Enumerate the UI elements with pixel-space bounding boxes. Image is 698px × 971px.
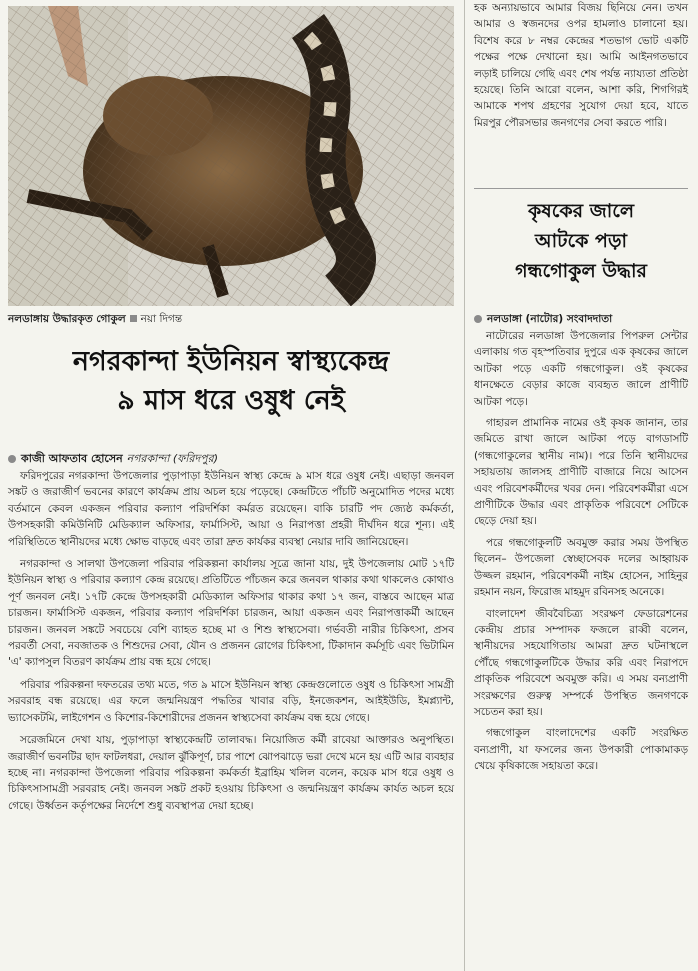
civet-photo: [8, 6, 454, 306]
caption-source: নয়া দিগন্ত: [140, 313, 183, 325]
main-headline-line1: নগরকান্দা ইউনিয়ন স্বাস্থ্যকেন্দ্র: [72, 346, 390, 377]
caption-text: নলডাঙ্গায় উদ্ধারকৃত গোকুল: [8, 313, 126, 325]
side-paragraph: বাংলাদেশ জীববৈচিত্র্য সংরক্ষণ ফেডারেশনের কেন্দ্রীয় প্রচার সম্পাদক ফজলে রাব্বী বলেন, স্থানীয়দের সহযোগিতায় আমরা দ্রুত ঘটনাস্থলে পৌঁছে গন্ধগোকুলটিকে উদ্ধার করি এবং নিরাপদে প্রাকৃতিক পরিবেশে অবমুক্ত করি। এ সময় বন্যপ্রাণী সংরক্ষণের গুরুত্ব সম্পর্কে উপস্থিত জনগণকে সচেতন করা হয়।: [474, 607, 688, 718]
bullet-icon: [8, 455, 16, 463]
photo-caption: [8, 312, 454, 329]
side-byline-text: নলডাঙ্গা (নাটোর) সংবাদদাতা: [487, 313, 613, 325]
main-paragraph: নগরকান্দা ও সালথা উপজেলা পরিবার পরিকল্পনা কার্যালয় সূত্রে জানা যায়, দুই উপজেলায় মোট ১৭টি ইউনিয়ন স্বাস্থ্য ও পরিবার কল্যাণ কেন্দ্র রয়েছে। প্রতিটিতে পাঁচজন করে জনবল থাকার কথা থাকলেও কোথাও পূর্ণ জনবল নেই। ১৭টি কেন্দ্রে উপসহকারী মেডিক্যাল অফিসার থাকার কথা ১৭ জন, বাস্তবে আছেন মাত্র চারজন। ফার্মাসিস্ট একজন, পরিবার কল্যাণ পরিদর্শিকা চারজন, আয়া একজন এবং নিরাপত্তাকর্মী আছেন চারজন। জনবল সঙ্কটে সবচেয়ে বেশি ব্যাহত হচ্ছে মা ও শিশু স্বাস্থ্যসেবা। গর্ভবতী নারীর চিকিৎসা, প্রসব পরবর্তী সেবা, নবজাতক ও শিশুদের সেবা, যৌন ও প্রজনন রোগের চিকিৎসা, টিকাদান কর্মসূচি এবং ভিটামিন 'এ' ক্যাপসুল বিতরণ কার্যক্রম প্রায় বন্ধ হয়ে গেছে।: [8, 558, 454, 669]
side-headline-line1: কৃষকের জালে: [527, 200, 635, 222]
side-headline-line3: গন্ধগোকুল উদ্ধার: [515, 260, 647, 282]
dateline-place: নগরকান্দা (ফরিদপুর): [126, 452, 218, 465]
side-headline: [474, 196, 688, 286]
side-headline-line2: আটকে পড়া: [534, 230, 628, 252]
main-headline-line2: ৯ মাস ধরে ওষুধ নেই: [117, 385, 345, 416]
main-byline: [8, 450, 454, 469]
main-paragraph: পরিবার পরিকল্পনা দফতরের তথ্য মতে, গত ৯ মাসে ইউনিয়ন স্বাস্থ্য কেন্দ্রগুলোতে ওষুধ ও চিকিৎসা সামগ্রী সরবরাহ বন্ধ রয়েছে। এর ফলে জন্মনিয়ন্ত্রণ পদ্ধতির খাবার বড়ি, ইনজেকশন, আইইউডি, ইমপ্ল্যান্ট, ভ্যাসেকটমি, লাইগেশন ও কিশোর-কিশোরীদের প্রজনন স্বাস্থ্যসেবা কার্যক্রম বন্ধ হয়ে গেছে।: [8, 678, 454, 724]
side-paragraph: পরে গন্ধগোকুলটি অবমুক্ত করার সময় উপস্থিত ছিলেন– উপজেলা স্বেচ্ছাসেবক দলের আহ্বায়ক উজ্জল রহমান, পরিবেশকর্মী নাইম হোসেন, সাহিনুর রহমান নয়ন, ফিরোজ মাহমুদ রবিনসহ অনেকে।: [474, 536, 688, 599]
civet-in-net-illustration: [8, 6, 454, 306]
author-name: কাজী আফতাব হোসেন: [21, 452, 123, 465]
bullet-icon: [474, 315, 482, 323]
continued-paragraph: হক অন্যায়ভাবে আমার বিজয় ছিনিয়ে নেন। তখন আমার ও স্বজনদের ওপর হামলাও চালানো হয়। বিশেষ করে ৮ নম্বর কেন্দ্রের শতভাগ ভোট একটি পক্ষের পক্ষে দেখানো হয়। আমি আইনগতভাবে লড়াই চালিয়ে গেছি এবং শেষ পর্যন্ত ন্যায্যতা প্রতিষ্ঠা হয়েছে। তিনি আরো বলেন, আশা করি, শিগগিরই আমাকে শপথ গ্রহণের সুযোগ দেয়া হবে, যাতে মিরপুর পৌরসভার জনগণের সেবা করতে পারি।: [474, 2, 688, 129]
side-byline: [474, 312, 688, 329]
side-paragraph: নাটোরের নলডাঙ্গা উপজেলার পিপরুল সেন্টার এলাকায় গত বৃহস্পতিবার দুপুরে এক কৃষকের জালে আটকা পড়ে একটি গন্ধগোকুল। ওই কৃষকের ধানক্ষেতে বেড়ার কাজে ব্যবহৃত জালে প্রাণীটি আটকা পড়ে।: [474, 330, 688, 408]
continued-article-text: [474, 0, 688, 131]
main-headline: [8, 343, 454, 421]
main-article-body: [8, 468, 454, 820]
section-divider: [474, 188, 688, 189]
side-article-body: [474, 328, 688, 780]
side-paragraph: গন্ধগোকুল বাংলাদেশের একটি সংরক্ষিত বন্যপ্রাণী, যা ফসলের জন্য উপকারী পোকামাকড় খেয়ে কৃষিকাজে সহায়তা করে।: [474, 727, 688, 773]
square-separator-icon: [130, 315, 137, 322]
main-paragraph: ফরিদপুরের নগরকান্দা উপজেলার পুড়াপাড়া ইউনিয়ন স্বাস্থ্য কেন্দ্রে ৯ মাস ধরে ওষুধ নেই। এছাড়া জনবল সঙ্কট ও জরাজীর্ণ ভবনের কারণে কার্যক্রম প্রায় অচল হয়ে পড়েছে। কেন্দ্রটিতে পাঁচটি অনুমোদিত পদের মধ্যে বর্তমানে কেবল একজন পরিবার কল্যাণ পরিদর্শিকা কর্মরত রয়েছেন। বাকি চারটি পদ জ্যেষ্ঠ কর্মকর্তা, উপসহকারী কমিউনিটি মেডিক্যাল অফিসার, ফার্মাসিস্ট, আয়া ও নিরাপত্তা প্রহরী দীর্ঘদিন ধরে শূন্য। এই পরিস্থিতিতে স্থানীয়দের মধ্যে ক্ষোভ বাড়ছে এবং তারা দ্রুত কার্যকর ব্যবস্থা নেয়ার দাবি জানিয়েছেন।: [8, 470, 454, 548]
main-paragraph: সরেজমিনে দেখা যায়, পুড়াপাড়া স্বাস্থ্যকেন্দ্রটি তালাবদ্ধ। নিয়োজিত কর্মী রাবেয়া আক্তারও অনুপস্থিত। জরাজীর্ণ ভবনটির ছাদ ফাটলধরা, দেয়াল ঝুঁকিপূর্ণ, চার পাশে ঝোপঝাড়ে ভরা দেখে মনে হয় এটি আর ব্যবহার হচ্ছে না। নগরকান্দা উপজেলা পরিবার পরিকল্পনা কর্মকর্তা ইব্রাহিম খলিল বলেন, কয়েক মাস ধরে ওষুধ ও চিকিৎসাসামগ্রী সরবরাহ নেই। জনবল সঙ্কট প্রকট হওয়ায় চিকিৎসা ও জন্মনিয়ন্ত্রণ কার্যক্রম কার্যত অচল হয়ে গেছে। উর্ধ্বতন কর্তৃপক্ষের নির্দেশে শুধু ব্যবস্থাপত্র দেয়া হচ্ছে।: [8, 734, 454, 812]
column-divider: [464, 0, 465, 971]
side-paragraph: গাহারল প্রামানিক নামের ওই কৃষক জানান, তার জমিতে রাখা জালে আটকা পড়ে বাগডাসটি (গন্ধগোকুলের স্থানীয় নাম)। পরে তিনি স্থানীয়দের সহায়তায় জালসহ প্রাণীটি বাজারে নিয়ে আসেন এবং পরিবেশকর্মীদের খবর দেন। পরিবেশকর্মীরা এসে প্রাণীটিকে উদ্ধার এবং প্রাকৃতিক পরিবেশে সেটিকে ছেড়ে দেয়া হয়।: [474, 417, 688, 528]
